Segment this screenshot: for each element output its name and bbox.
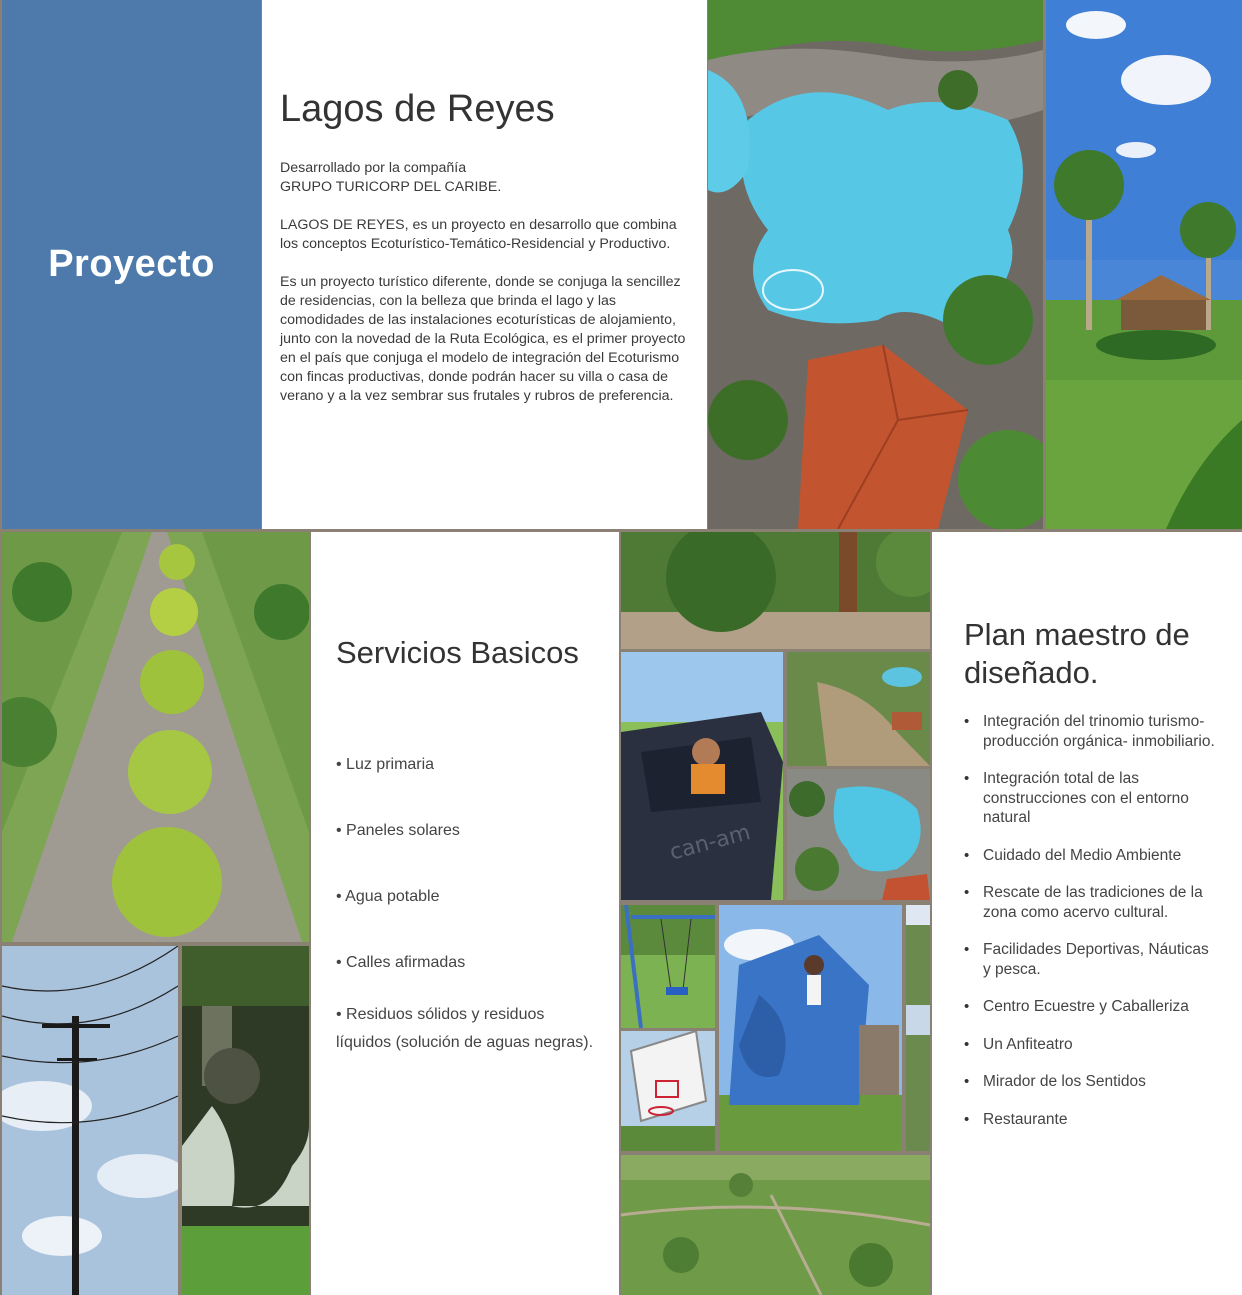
plan-panel [932, 532, 1242, 1295]
landscape-aerial-photo [621, 1155, 930, 1295]
plan-item: • Cuidado del Medio Ambiente [964, 846, 1218, 866]
plan-item: • Integración del trinomio turismo- producción orgánica- inmobiliario. [964, 712, 1218, 751]
servicios-panel [311, 532, 619, 1295]
plan-item: • Mirador de los Sentidos [964, 1072, 1218, 1092]
proyecto-title: Proyecto [48, 243, 215, 285]
intro-paragraph-2: Es un proyecto turístico diferente, donde se conjuga la sencillez de residencias, con la belleza que brinda el lago y las comodidades de las instalaciones ecoturísticas de alojamiento, junto con la novedad de la Ruta Ecológica, es el primer proyecto en el país que conjuga el modelo de integración del Ecoturismo con fincas productivas, donde podrán hacer su villa o casa de verano y a la vez sembrar sus frutales y rubros de preferencia. [280, 274, 686, 404]
tree-strip-photo [906, 905, 930, 1151]
company-credit [280, 159, 689, 197]
plan-item: • Un Anfiteatro [964, 1035, 1218, 1055]
svg-text:can-am: can-am [667, 820, 754, 866]
plan-item: • Centro Ecuestre y Caballeriza [964, 997, 1218, 1017]
intro-paragraph-1: LAGOS DE REYES, es un proyecto en desarrollo que combina los conceptos Ecoturístico-Temático-Residencial y Productivo. [280, 217, 677, 252]
plan-title: Plan maestro de diseñado. [964, 617, 1190, 690]
servicio-item: • Residuos sólidos y residuos líquidos (solución de aguas negras). [336, 1006, 594, 1051]
buggy-driver-photo [621, 652, 783, 900]
intro-panel [262, 0, 707, 529]
proyecto-panel [2, 0, 261, 529]
pool-aerial-photo [708, 0, 1043, 529]
climbing-wall-photo [719, 905, 902, 1151]
servicio-item: • Paneles solares [336, 822, 460, 839]
company-line-1: Desarrollado por la compañía [280, 160, 467, 176]
plan-list [964, 712, 1218, 1129]
plan-item: • Rescate de las tradiciones de la zona como acervo cultural. [964, 883, 1218, 922]
basketball-hoop-photo [621, 1031, 715, 1151]
resort-aerial-photo [787, 652, 930, 766]
plan-item: • Facilidades Deportivas, Náuticas y pesca. [964, 940, 1218, 979]
plan-item: • Restaurante [964, 1110, 1218, 1130]
power-line-photo [2, 946, 178, 1295]
pool-aerial-small-photo [787, 769, 930, 900]
servicio-item: • Luz primaria [336, 756, 435, 773]
servicios-title: Servicios Basicos [336, 635, 579, 670]
servicio-item: • Agua potable [336, 888, 440, 905]
intro-title: Lagos de Reyes [280, 88, 555, 130]
servicio-item: • Calles afirmadas [336, 954, 466, 971]
swing-photo [621, 905, 715, 1028]
palm-road-photo [2, 532, 309, 942]
plan-item: • Integración total de las construcciones con el entorno natural [964, 769, 1218, 828]
water-outflow-photo [182, 946, 309, 1295]
company-line-2: GRUPO TURICORP DEL CARIBE. [280, 179, 502, 195]
palm-gazebo-photo [1046, 0, 1242, 529]
jungle-tower-photo [621, 532, 930, 649]
